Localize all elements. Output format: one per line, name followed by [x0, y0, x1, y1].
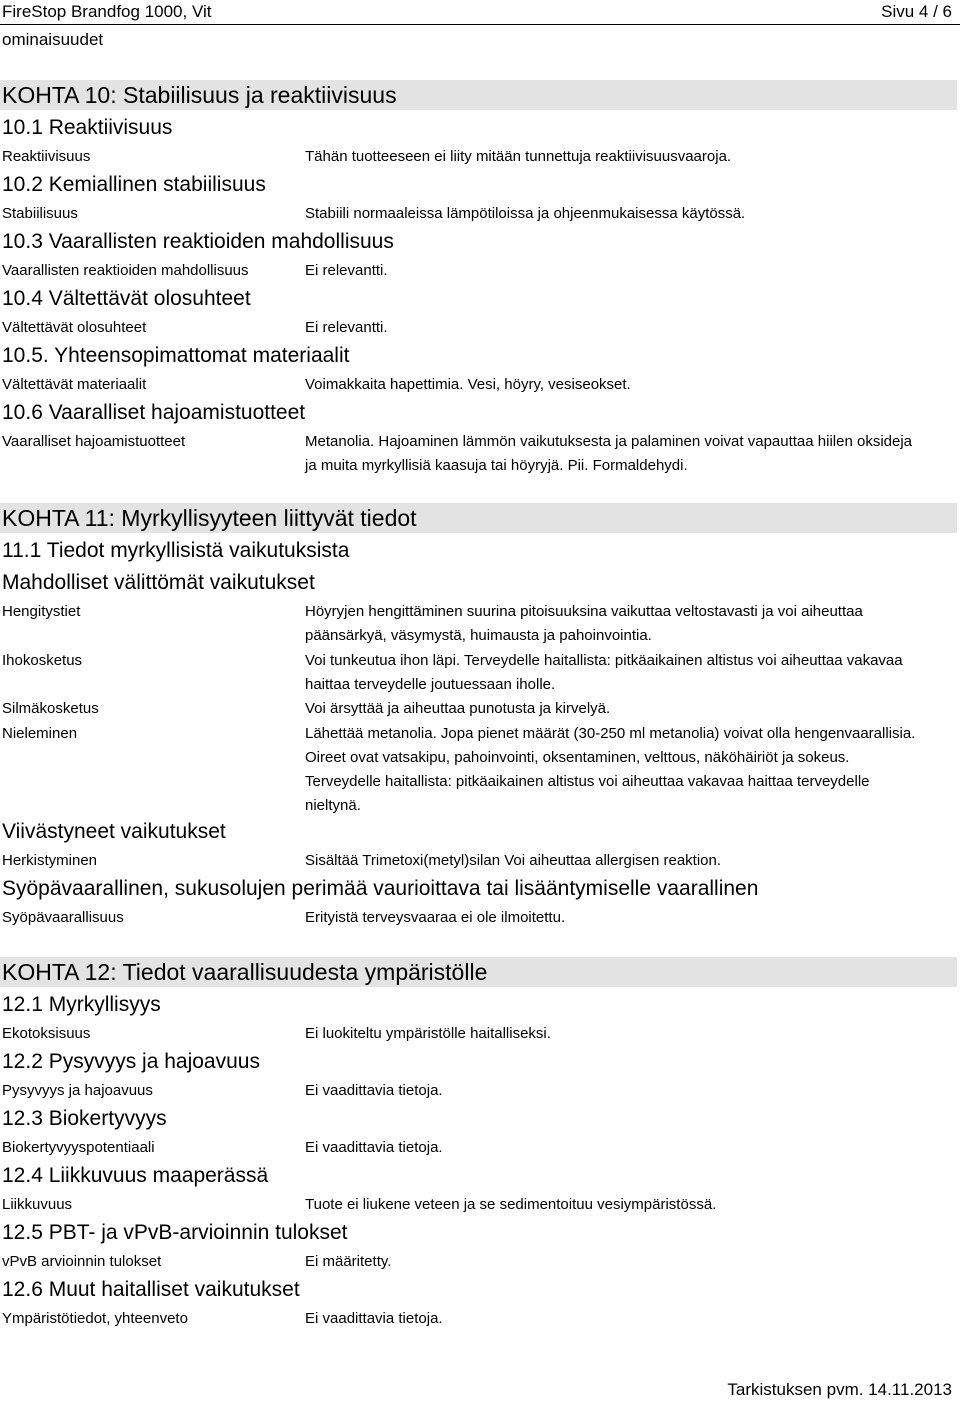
skin-contact-label: Ihokosketus [2, 652, 83, 669]
stability-value: Stabiili normaaleissa lämpötiloissa ja ohjeenmukaisessa käytössä. [305, 205, 746, 222]
stability-label: Stabiilisuus [2, 205, 78, 222]
subsection-10-4-title: 10.4 Vältettävät olosuhteet [2, 287, 251, 310]
conditions-to-avoid-value: Ei relevantti. [305, 319, 388, 336]
eye-contact-label: Silmäkosketus [2, 700, 99, 717]
mobility-label: Liikkuvuus [2, 1196, 73, 1213]
subsection-10-3-title: 10.3 Vaarallisten reaktioiden mahdollisuus [2, 230, 394, 253]
subsection-12-1-title: 12.1 Myrkyllisyys [2, 993, 161, 1016]
eye-contact-value: Voi ärsyttää ja aiheuttaa punotusta ja kirvelyä. [305, 700, 611, 717]
environmental-summary-label: Ympäristötiedot, yhteenveto [2, 1310, 188, 1327]
ingestion-label: Nieleminen [2, 725, 78, 742]
vpvb-label: vPvB arvioinnin tulokset [2, 1253, 162, 1270]
persistence-label: Pysyvyys ja hajoavuus [2, 1082, 153, 1099]
reactivity-label: Reaktiivisuus [2, 148, 91, 165]
header-rule [0, 24, 960, 25]
sensitization-label: Herkistyminen [2, 852, 98, 869]
decomposition-products-value: Metanolia. Hajoaminen lämmön vaikutuksesta ja palaminen voivat vapauttaa hiilen oksideja ja muita myrkyllisiä kaasuja tai höyryjä. Pii. Formaldehydi. [305, 433, 913, 474]
section-12-title: KOHTA 12: Tiedot vaarallisuudesta ympäristölle [2, 959, 488, 985]
subsection-10-1-title: 10.1 Reaktiivisuus [2, 116, 173, 139]
environmental-summary-value: Ei vaadittavia tietoja. [305, 1310, 443, 1327]
delayed-effects-title: Viivästyneet vaikutukset [2, 820, 226, 843]
section-10-title: KOHTA 10: Stabiilisuus ja reaktiivisuus [2, 82, 397, 108]
ingestion-value: Lähettää metanolia. Jopa pienet määrät (30-250 ml metanolia) voivat olla hengenvaarallisia. Oireet ovat vatsakipu, pahoinvointi, oksentaminen, velttous, näköhäiriöt ja sokeus. Terveydelle haitallista: pitkäaikainen altistus voi aiheuttaa vakavaa haittaa terveydelle nieltynä. [305, 725, 916, 814]
ecotoxicity-label: Ekotoksisuus [2, 1025, 91, 1042]
bioaccumulation-label: Biokertyvyyspotentiaali [2, 1139, 155, 1156]
sensitization-value: Sisältää Trimetoxi(metyl)silan Voi aiheuttaa allergisen reaktion. [305, 852, 722, 869]
page-number: Sivu 4 / 6 [881, 2, 952, 21]
immediate-effects-title: Mahdolliset välittömät vaikutukset [2, 571, 315, 594]
skin-contact-value: Voi tunkeutua ihon läpi. Terveydelle haitallista: pitkäaikainen altistus voi aiheuttaa vakavaa haittaa terveydelle joutuessaan iholle. [305, 652, 903, 693]
hazardous-reactions-label: Vaarallisten reaktioiden mahdollisuus [2, 262, 249, 279]
ecotoxicity-value: Ei luokiteltu ympäristölle haitalliseksi. [305, 1025, 551, 1042]
subsection-10-6-title: 10.6 Vaaralliset hajoamistuotteet [2, 401, 306, 424]
subsection-12-5-title: 12.5 PBT- ja vPvB-arvioinnin tulokset [2, 1221, 348, 1244]
revision-date: Tarkistuksen pvm. 14.11.2013 [727, 1380, 952, 1399]
inhalation-value: Höyryjen hengittäminen suurina pitoisuuksina vaikuttaa veltostavasti ja voi aiheuttaa päänsärkyä, väsymystä, huimausta ja pahoinvointia. [305, 603, 863, 644]
persistence-value: Ei vaadittavia tietoja. [305, 1082, 443, 1099]
vpvb-value: Ei määritetty. [305, 1253, 392, 1270]
mobility-value: Tuote ei liukene veteen ja se sedimentoituu vesiympäristössä. [305, 1196, 717, 1213]
carcinogenicity-label: Syöpävaarallisuus [2, 909, 124, 926]
hazardous-reactions-value: Ei relevantti. [305, 262, 388, 279]
conditions-to-avoid-label: Vältettävät olosuhteet [2, 319, 147, 336]
subsection-12-3-title: 12.3 Biokertyvyys [2, 1107, 167, 1130]
subsection-11-1-title: 11.1 Tiedot myrkyllisistä vaikutuksista [2, 539, 350, 562]
cmr-title: Syöpävaarallinen, sukusolujen perimää vaurioittava tai lisääntymiselle vaarallinen [2, 877, 759, 900]
carcinogenicity-value: Erityistä terveysvaaraa ei ole ilmoitettu. [305, 909, 566, 926]
reactivity-value: Tähän tuotteeseen ei liity mitään tunnettuja reaktiivisuusvaaroja. [305, 148, 732, 165]
bioaccumulation-value: Ei vaadittavia tietoja. [305, 1139, 443, 1156]
product-name: FireStop Brandfog 1000, Vit [2, 2, 212, 21]
subsection-10-2-title: 10.2 Kemiallinen stabiilisuus [2, 173, 266, 196]
decomposition-products-label: Vaaralliset hajoamistuotteet [2, 433, 186, 450]
incompatible-materials-label: Vältettävät materiaalit [2, 376, 147, 393]
inhalation-label: Hengitystiet [2, 603, 81, 620]
header-subtitle: ominaisuudet [2, 30, 104, 49]
subsection-12-4-title: 12.4 Liikkuvuus maaperässä [2, 1164, 269, 1187]
section-11-title: KOHTA 11: Myrkyllisyyteen liittyvät tiedot [2, 505, 417, 531]
subsection-12-6-title: 12.6 Muut haitalliset vaikutukset [2, 1278, 300, 1301]
subsection-12-2-title: 12.2 Pysyvyys ja hajoavuus [2, 1050, 260, 1073]
subsection-10-5-title: 10.5. Yhteensopimattomat materiaalit [2, 344, 350, 367]
incompatible-materials-value: Voimakkaita hapettimia. Vesi, höyry, vesiseokset. [305, 376, 631, 393]
